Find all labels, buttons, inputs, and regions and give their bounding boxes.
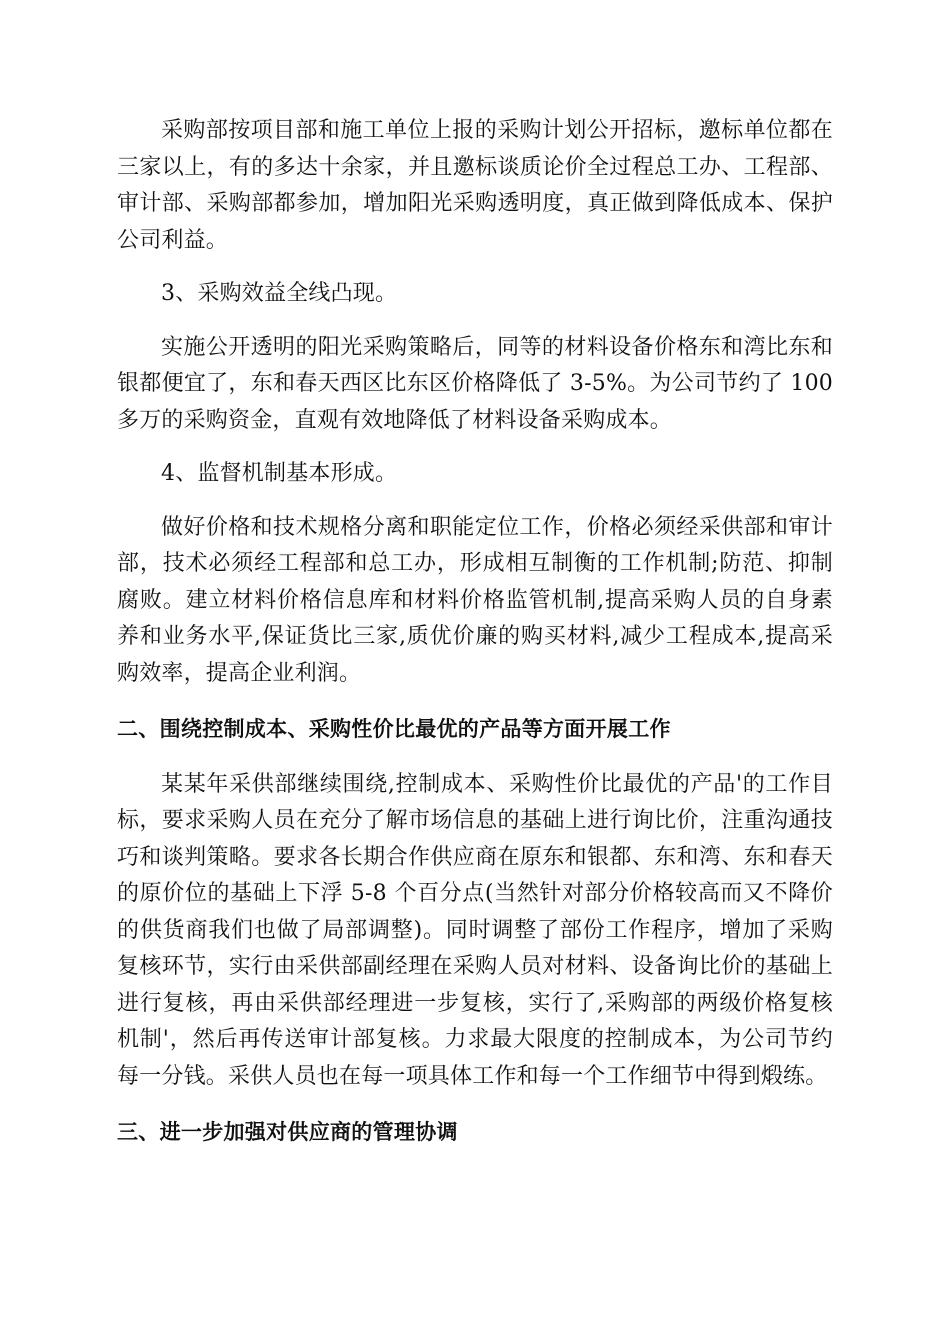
document-page — [117, 113, 833, 1151]
paragraph-cost-control: 某某年采供部继续围绕,控制成本、采购性价比最优的产品'的工作目标，要求采购人员在充分了解市场信息的基础上进行询比价，注重沟通技巧和谈判策略。要求各长期合作供应商在原东和银都、东和湾、东和春天的原价位的基础上下浮 5-8 个百分点(当然针对部分价格较高而又不降价的供货商我们也做了局部调整)。同时调整了部份工作程序，增加了采购复核环节，实行由采供部副经理在采购人员对材料、设备询比价的基础上进行复核，再由采供部经理进一步复核，实行了,采购部的两级价格复核机制'，然后再传送审计部复核。力求最大限度的控制成本，为公司节约每一分钱。采供人员也在每一项具体工作和每一个工作细节中得到煅练。 — [117, 771, 833, 1089]
paragraph-procurement-tender: 采购部按项目部和施工单位上报的采购计划公开招标，邀标单位都在三家以上，有的多达十余家，并且邀标谈质论价全过程总工办、工程部、审计部、采购部都参加，增加阳光采购透明度，真正做到降低成本、保护公司利益。 — [117, 118, 833, 253]
paragraph-procurement-benefit: 实施公开透明的阳光采购策略后，同等的材料设备价格东和湾比东和银都便宜了，东和春天西区比东区价格降低了 3-5%。为公司节约了 100 多万的采购资金，直观有效地降低了材料设备采购成本。 — [117, 334, 833, 433]
paragraph-item-4-title: 4、监督机制基本形成。 — [161, 461, 398, 486]
section-heading-2: 二、围绕控制成本、采购性价比最优的产品等方面开展工作 — [117, 717, 671, 741]
section-heading-3: 三、进一步加强对供应商的管理协调 — [117, 1120, 458, 1144]
paragraph-supervision-mechanism: 做好价格和技术规格分离和职能定位工作，价格必须经采供部和审计部，技术必须经工程部和总工办，形成相互制衡的工作机制;防范、抑制腐败。建立材料价格信息库和材料价格监管机制,提高采购人员的自身素养和业务水平,保证货比三家,质优价廉的购买材料,减少工程成本,提高采购效率，提高企业利润。 — [117, 514, 833, 686]
paragraph-item-3-title: 3、采购效益全线凸现。 — [161, 281, 398, 306]
